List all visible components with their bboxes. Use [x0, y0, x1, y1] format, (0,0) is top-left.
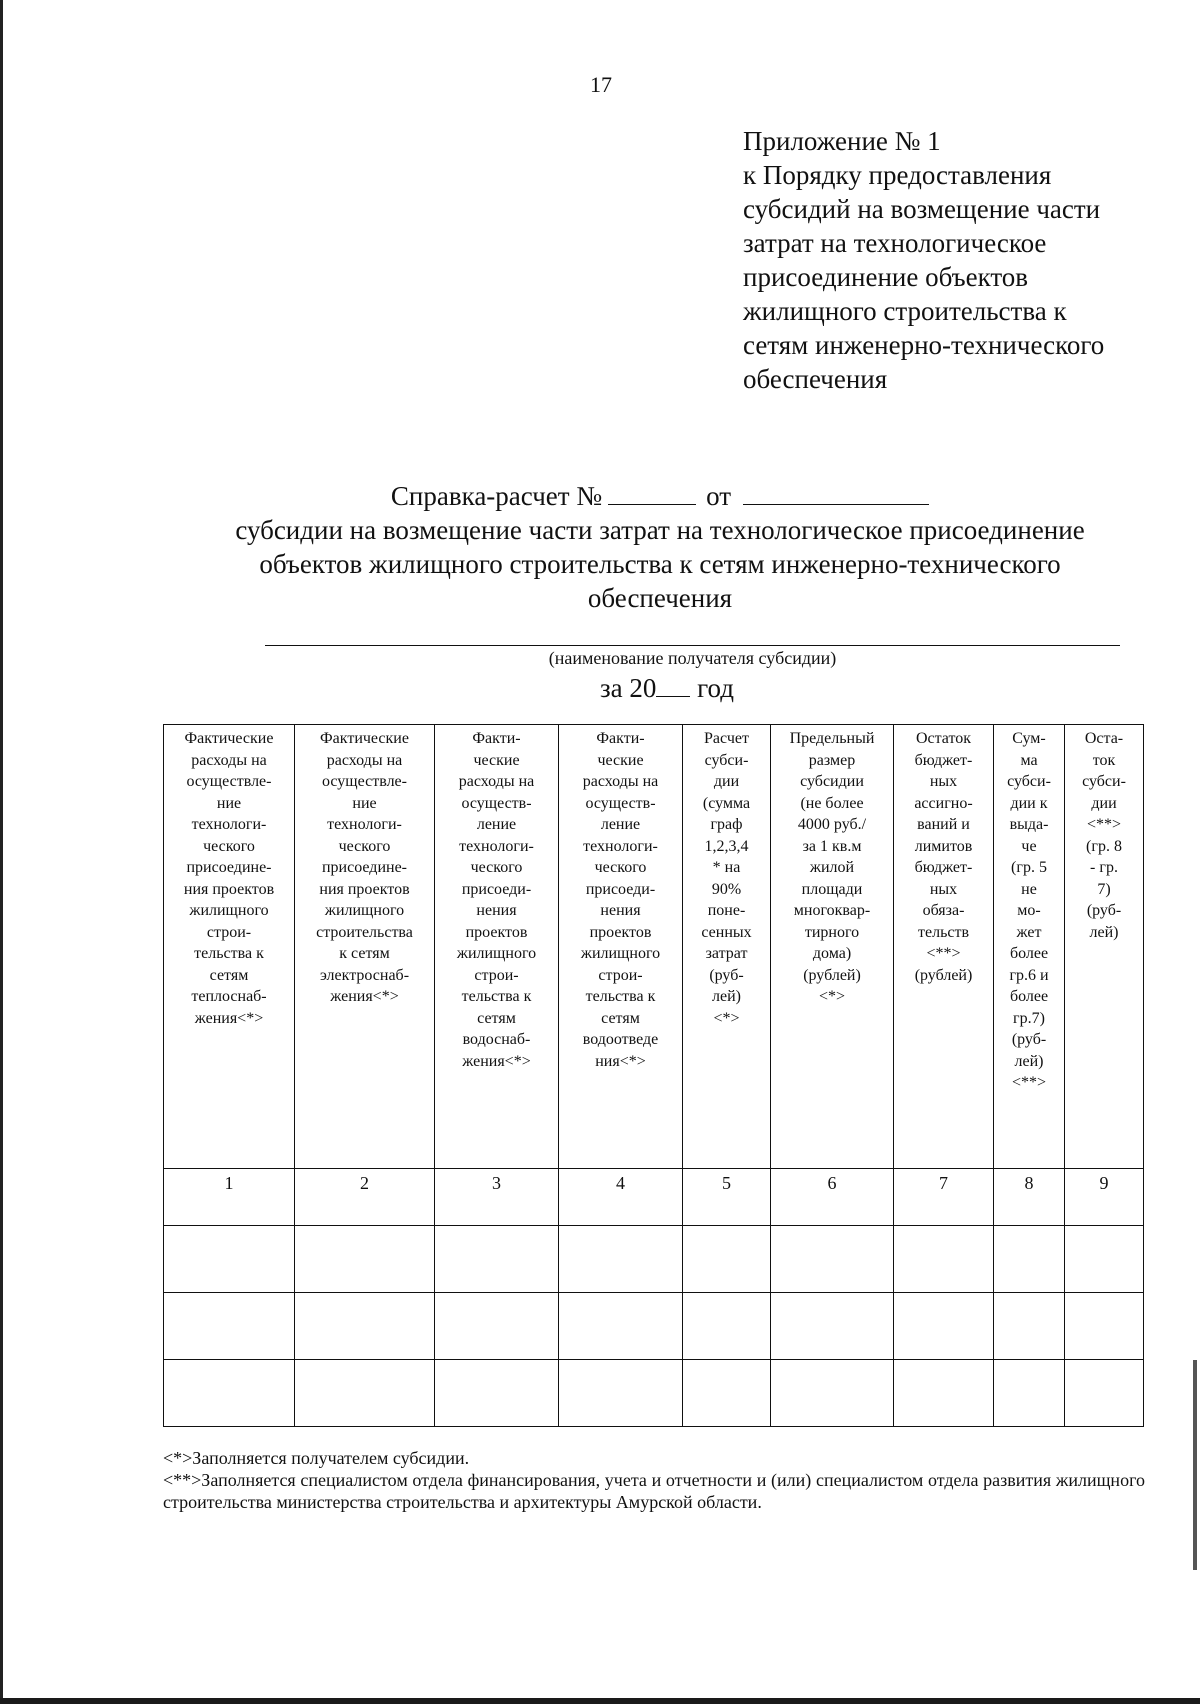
header-line: ление: [476, 816, 517, 833]
header-line: (руб-: [1011, 1031, 1047, 1048]
appendix-line: обеспечения: [743, 364, 888, 394]
header-line: строи-: [598, 966, 643, 984]
scan-edge-right: [1193, 1360, 1197, 1570]
header-line: жилищного: [456, 945, 537, 962]
header-line: гр.6 и: [1009, 966, 1049, 984]
empty-cell[interactable]: [164, 1360, 295, 1427]
column-number: 3: [435, 1169, 559, 1226]
scan-edge-left: [0, 0, 3, 1704]
empty-cell[interactable]: [771, 1293, 894, 1360]
header-line: выда-: [1009, 816, 1049, 833]
title-line: объектов жилищного строительства к сетям инженерно-технического: [259, 549, 1061, 579]
header-line: сетям: [477, 1009, 516, 1027]
empty-cell[interactable]: [164, 1226, 295, 1293]
header-line: граф: [710, 816, 743, 833]
empty-cell[interactable]: [894, 1293, 994, 1360]
header-line: * на: [712, 859, 741, 876]
header-line: сенных: [701, 923, 752, 941]
empty-cell[interactable]: [559, 1360, 683, 1427]
header-line: Факти-: [472, 730, 521, 747]
header-line: ческого: [594, 859, 647, 876]
header-line: размер: [808, 751, 856, 769]
header-line: Сум-: [1012, 730, 1046, 747]
header-line: жилой: [809, 859, 855, 876]
header-line: (гр. 5: [1011, 859, 1047, 876]
header-line: мо-: [1017, 902, 1041, 919]
date-blank-field[interactable]: [743, 478, 929, 505]
header-line: жения<*>: [194, 1009, 264, 1027]
header-line: ческие: [597, 751, 644, 769]
empty-cell[interactable]: [1065, 1293, 1144, 1360]
header-line: строи-: [206, 923, 252, 941]
header-line: ния проектов: [183, 880, 275, 898]
header-line: <**>: [1011, 1074, 1047, 1091]
header-line: ассигно-: [914, 794, 973, 812]
header-line: (гр. 8: [1086, 837, 1122, 855]
header-cell: [894, 725, 994, 1169]
header-line: строи-: [474, 966, 519, 984]
header-line: 7): [1097, 880, 1111, 898]
year-suffix: год: [697, 673, 735, 703]
header-line: тельств: [917, 923, 970, 941]
header-line: жилищного: [189, 902, 269, 919]
header-line: проектов: [465, 923, 528, 941]
header-cell: [435, 725, 559, 1169]
header-line: присоедине-: [186, 859, 272, 876]
header-line: лей): [1089, 923, 1119, 941]
header-cell: [1065, 725, 1144, 1169]
title-from: от: [706, 481, 732, 511]
header-line: 1,2,3,4: [704, 837, 749, 855]
header-line: за 1 кв.м: [802, 837, 862, 855]
header-line: обяза-: [922, 902, 965, 919]
title-head-line: [180, 478, 1140, 513]
header-line: ваний и: [917, 816, 970, 833]
header-line: гр.7): [1013, 1009, 1045, 1027]
header-line: дии к: [1010, 794, 1048, 812]
header-line: Факти-: [596, 730, 645, 747]
header-cell: [994, 725, 1065, 1169]
header-line: жения<*>: [462, 1052, 531, 1070]
empty-cell[interactable]: [435, 1360, 559, 1427]
footnote-specialist: <**>Заполняется специалистом отдела финансирования, учета и отчетности и (или) специалистом отдела развития жилищного строительства министерства строительства и архитектуры Амурской области.: [163, 1470, 1145, 1512]
scan-edge-bottom: [0, 1698, 1200, 1704]
header-line: ма: [1020, 751, 1038, 769]
header-line: (руб-: [709, 966, 744, 984]
empty-cell[interactable]: [894, 1226, 994, 1293]
header-line: более: [1009, 945, 1049, 962]
header-line: (сумма: [702, 794, 751, 812]
column-number: 7: [894, 1169, 994, 1226]
header-line: ческого: [338, 837, 391, 855]
appendix-line: присоединение объектов: [743, 262, 1029, 292]
appendix-line: затрат на технологическое: [743, 228, 1047, 258]
header-line: ние: [352, 794, 377, 812]
header-line: не: [1021, 880, 1037, 898]
header-line: - гр.: [1090, 859, 1118, 876]
header-line: ных: [929, 880, 958, 898]
empty-cell[interactable]: [683, 1360, 771, 1427]
header-line: ние: [216, 794, 242, 812]
header-line: ление: [600, 816, 641, 833]
empty-cell[interactable]: [771, 1360, 894, 1427]
empty-cell[interactable]: [994, 1226, 1065, 1293]
column-number: 2: [295, 1169, 435, 1226]
header-line: технологи-: [191, 816, 267, 833]
header-line: многоквар-: [793, 902, 871, 919]
header-line: (не более: [800, 794, 864, 812]
empty-cell[interactable]: [994, 1360, 1065, 1427]
empty-cell[interactable]: [683, 1226, 771, 1293]
header-line: дии: [1091, 794, 1117, 812]
header-line: более: [1009, 988, 1049, 1005]
header-line: тельства к: [194, 945, 264, 962]
header-line: присоедине-: [321, 859, 407, 876]
header-line: лимитов: [914, 837, 973, 855]
table-row: [164, 1360, 1144, 1427]
header-line: присоеди-: [585, 880, 656, 898]
header-line: проектов: [589, 923, 652, 941]
title-line: обеспечения: [587, 583, 733, 613]
header-line: ток: [1092, 751, 1116, 769]
appendix-line: Приложение № 1: [743, 126, 941, 156]
header-line: ческие: [473, 751, 520, 769]
header-line: жет: [1016, 923, 1042, 941]
column-number-row: [164, 1169, 1144, 1226]
header-line: жилищного: [324, 902, 405, 919]
header-line: Фактические: [320, 730, 409, 747]
title-head: Справка-расчет №: [390, 481, 603, 511]
header-line: нения: [600, 902, 641, 919]
empty-cell[interactable]: [559, 1226, 683, 1293]
appendix-line: субсидий на возмещение части: [743, 194, 1101, 224]
header-line: субси-: [1082, 773, 1126, 790]
empty-cell[interactable]: [771, 1226, 894, 1293]
page-number: 17: [590, 72, 612, 97]
table-row: [164, 1293, 1144, 1360]
header-line: ния проектов: [319, 880, 410, 898]
header-line: теплоснаб-: [191, 988, 267, 1005]
header-line: электроснаб-: [319, 966, 410, 984]
title-line: субсидии на возмещение части затрат на технологическое присоединение: [235, 515, 1085, 545]
footnotes: [163, 1447, 1145, 1513]
header-line: жилищного: [580, 945, 661, 962]
header-line: Фактические: [184, 730, 274, 747]
empty-cell[interactable]: [295, 1226, 435, 1293]
header-line: ческого: [470, 859, 523, 876]
header-line: сетям: [601, 1009, 640, 1027]
header-line: (руб-: [1086, 902, 1122, 919]
appendix-line: сетям инженерно-технического: [743, 330, 1105, 360]
header-line: технологи-: [583, 837, 658, 855]
header-line: субсидии: [800, 773, 864, 790]
empty-cell[interactable]: [1065, 1226, 1144, 1293]
header-line: <*>: [818, 988, 846, 1005]
header-line: осуществ-: [585, 794, 656, 812]
header-line: расходы на: [458, 773, 535, 790]
empty-cell[interactable]: [894, 1360, 994, 1427]
header-line: Предельный: [789, 730, 875, 747]
header-line: нения: [476, 902, 517, 919]
empty-cell[interactable]: [994, 1293, 1065, 1360]
header-line: че: [1021, 837, 1037, 855]
header-line: 4000 руб./: [797, 816, 867, 833]
header-line: расходы на: [326, 751, 403, 769]
empty-cell[interactable]: [435, 1226, 559, 1293]
header-line: тельства к: [585, 988, 656, 1005]
year-blank-field[interactable]: [656, 672, 690, 697]
year-prefix: за 20: [600, 673, 657, 703]
header-line: осуществле-: [322, 773, 407, 790]
column-number: 5: [683, 1169, 771, 1226]
column-number: 6: [771, 1169, 894, 1226]
footnote-recipient: <*>Заполняется получателем субсидии.: [163, 1448, 470, 1468]
header-line: Остаток: [915, 730, 972, 747]
header-line: бюджет-: [914, 751, 973, 769]
header-line: водоотведе: [582, 1031, 659, 1048]
recipient-name-field[interactable]: [265, 645, 1120, 646]
header-line: (рублей): [914, 966, 973, 984]
header-line: жения<*>: [330, 988, 399, 1005]
header-line: сетям: [209, 966, 249, 984]
empty-cell[interactable]: [295, 1360, 435, 1427]
header-line: к сетям: [339, 945, 390, 962]
header-line: 90%: [711, 880, 742, 898]
header-cell: [683, 725, 771, 1169]
empty-cell[interactable]: [559, 1293, 683, 1360]
header-line: тельства к: [461, 988, 532, 1005]
header-line: тирного: [804, 923, 860, 941]
header-line: бюджет-: [914, 859, 973, 876]
empty-cell[interactable]: [1065, 1360, 1144, 1427]
header-cell: [771, 725, 894, 1169]
header-cell: [164, 725, 295, 1169]
header-line: осуществле-: [186, 773, 272, 790]
column-number: 8: [994, 1169, 1065, 1226]
header-line: лей): [1014, 1052, 1044, 1070]
header-line: ния<*>: [595, 1052, 646, 1070]
column-number: 1: [164, 1169, 295, 1226]
appendix-header: [743, 124, 1183, 396]
header-line: ных: [929, 773, 958, 790]
number-blank-field[interactable]: [608, 478, 696, 505]
header-line: затрат: [705, 945, 748, 962]
header-line: присоеди-: [461, 880, 532, 898]
header-cell: [295, 725, 435, 1169]
header-line: расходы на: [191, 751, 267, 769]
header-line: (рублей): [803, 966, 861, 984]
column-number: 4: [559, 1169, 683, 1226]
empty-cell[interactable]: [683, 1293, 771, 1360]
header-line: Расчет: [704, 730, 749, 747]
document-title: [180, 478, 1140, 615]
header-line: <**>: [1086, 816, 1122, 833]
empty-cell[interactable]: [164, 1293, 295, 1360]
header-line: водоснаб-: [462, 1031, 531, 1048]
appendix-line: жилищного строительства к: [743, 296, 1067, 326]
header-line: дии: [713, 773, 740, 790]
header-cell: [559, 725, 683, 1169]
calculation-table: [163, 724, 1144, 1427]
header-line: технологи-: [459, 837, 534, 855]
header-line: <**>: [926, 945, 961, 962]
header-line: лей): [712, 988, 741, 1005]
header-line: Оста-: [1084, 730, 1124, 747]
header-line: дома): [812, 945, 852, 962]
header-line: строительства: [316, 923, 413, 941]
header-line: расходы на: [582, 773, 659, 790]
header-line: технологи-: [327, 816, 402, 833]
appendix-line: к Порядку предоставления: [743, 160, 1052, 190]
column-number: 9: [1065, 1169, 1144, 1226]
header-line: субси-: [704, 751, 749, 769]
year-line: [600, 672, 734, 704]
header-line: площади: [801, 880, 863, 898]
header-line: <*>: [713, 1009, 740, 1027]
header-line: субси-: [1007, 773, 1051, 790]
table-header-row: [164, 725, 1144, 1169]
recipient-caption: (наименование получателя субсидии): [548, 648, 837, 668]
table-row: [164, 1226, 1144, 1293]
header-line: поне-: [707, 902, 746, 919]
header-line: осуществ-: [461, 794, 532, 812]
header-line: ческого: [203, 837, 255, 855]
empty-cell[interactable]: [295, 1293, 435, 1360]
empty-cell[interactable]: [435, 1293, 559, 1360]
